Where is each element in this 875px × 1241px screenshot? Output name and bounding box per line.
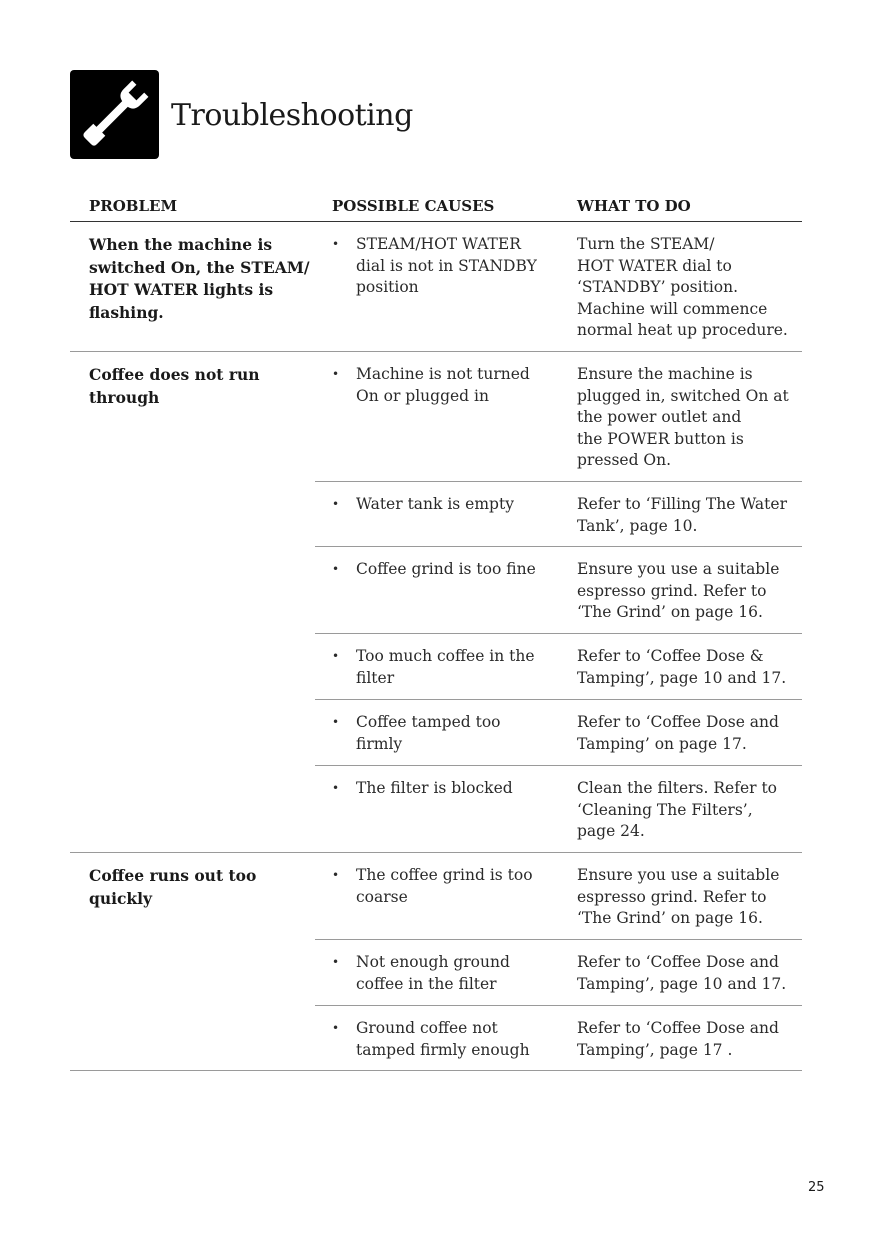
cause-text: The filter is blocked (356, 779, 513, 797)
table-row (315, 481, 802, 546)
cause-text: Not enough ground coffee in the filter (356, 953, 510, 993)
cause-text: STEAM/HOT WATER dial is not in STANDBY position (356, 235, 537, 296)
bullet: • (332, 1021, 340, 1035)
page-header (70, 70, 470, 160)
bullet: • (332, 715, 340, 729)
todo-text: Ensure the machine is plugged in, switched On at the power outlet and the POWER button is pressed On. (577, 365, 789, 469)
bullet: • (332, 497, 340, 511)
todo-text: Refer to ‘Coffee Dose & Tamping’, page 10 and 17. (577, 647, 787, 687)
table-row (315, 352, 802, 481)
cause-text: Too much coffee in the filter (356, 647, 535, 687)
table-header (70, 195, 802, 222)
problem-text: Coffee does not run through (89, 365, 260, 407)
page-number: 25 (808, 1180, 825, 1195)
todo-text: Ensure you use a suitable espresso grind. Refer to ‘The Grind’ on page 16. (577, 560, 780, 621)
todo-text: Clean the filters. Refer to ‘Cleaning The Filters’, page 24. (577, 779, 778, 840)
column-header-todo: WHAT TO DO (577, 197, 691, 215)
table-row (315, 222, 802, 351)
problem-group (70, 352, 802, 853)
bullet: • (332, 649, 340, 663)
bullet: • (332, 955, 340, 969)
cause-text: Water tank is empty (356, 495, 514, 513)
todo-text: Refer to ‘Coffee Dose and Tamping’, page 10 and 17. (577, 953, 787, 993)
wrench-icon (70, 70, 159, 159)
column-header-problem: PROBLEM (89, 197, 178, 215)
bullet: • (332, 562, 340, 576)
troubleshooting-table (70, 195, 802, 1071)
table-row (315, 853, 802, 939)
problem-text: When the machine is switched On, the STEAM/ HOT WATER lights is flashing. (89, 235, 310, 322)
table-row (315, 939, 802, 1005)
problem-group (70, 853, 802, 1071)
table-row (315, 546, 802, 633)
table-row (315, 699, 802, 765)
cause-text: Machine is not turned On or plugged in (356, 365, 530, 405)
column-header-causes: POSSIBLE CAUSES (332, 197, 495, 215)
bullet: • (332, 868, 340, 882)
table-row (315, 1005, 802, 1070)
todo-text: Refer to ‘Filling The Water Tank’, page 10. (577, 495, 787, 535)
problem-text: Coffee runs out too quickly (89, 866, 257, 908)
cause-text: Coffee tamped too firmly (356, 713, 501, 753)
table-row (315, 633, 802, 699)
todo-text: Refer to ‘Coffee Dose and Tamping’ on page 17. (577, 713, 779, 753)
todo-text: Refer to ‘Coffee Dose and Tamping’, page 17 . (577, 1019, 779, 1059)
page-title: Troubleshooting (171, 98, 413, 133)
todo-text: Turn the STEAM/ HOT WATER dial to ‘STANDBY’ position. Machine will commence normal heat up procedure. (577, 235, 788, 339)
cause-text: The coffee grind is too coarse (356, 866, 533, 906)
table-row (315, 765, 802, 852)
todo-text: Ensure you use a suitable espresso grind. Refer to ‘The Grind’ on page 16. (577, 866, 780, 927)
bullet: • (332, 237, 340, 251)
problem-group (70, 222, 802, 352)
bullet: • (332, 781, 340, 795)
bullet: • (332, 367, 340, 381)
cause-text: Coffee grind is too fine (356, 560, 536, 578)
cause-text: Ground coffee not tamped firmly enough (356, 1019, 530, 1059)
